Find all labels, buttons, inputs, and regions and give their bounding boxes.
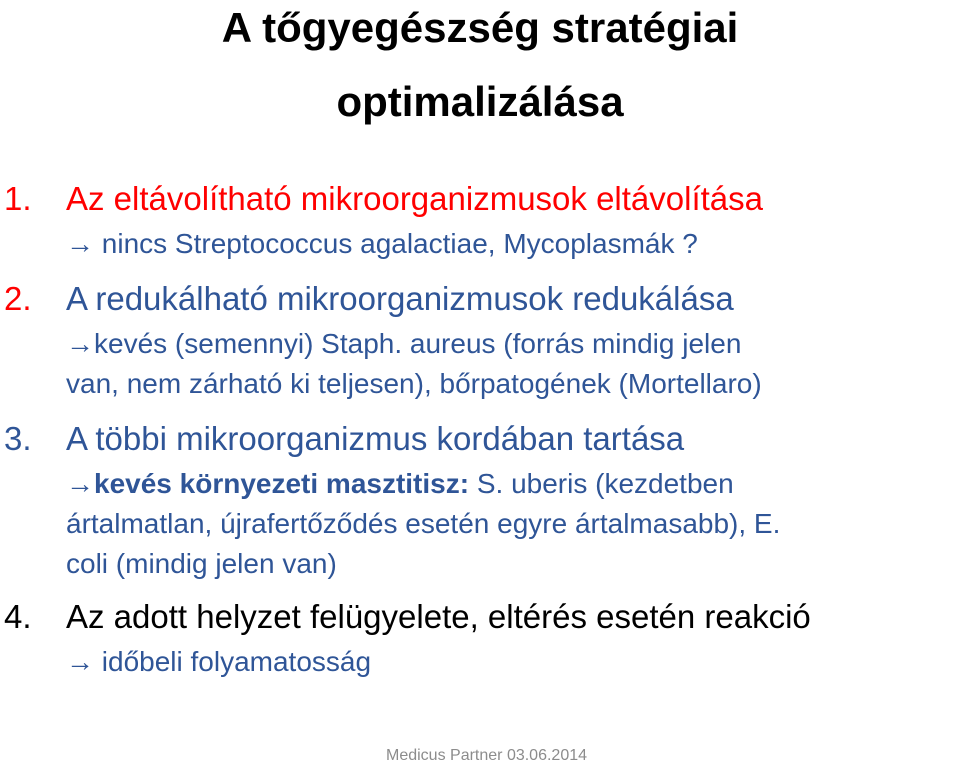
item-3-number: 3. xyxy=(4,420,32,457)
item-3-heading: A többi mikroorganizmus kordában tartása xyxy=(66,420,685,457)
item-2-detail-1: →kevés (semennyi) Staph. aureus (forrás mindig jelen xyxy=(66,328,742,359)
item-4-detail: → időbeli folyamatosság xyxy=(66,646,372,677)
item-1-detail: → nincs Streptococcus agalactiae, Mycoplasmák ? xyxy=(66,228,698,259)
item-4-number: 4. xyxy=(4,598,32,635)
item-3-detail-3: coli (mindig jelen van) xyxy=(66,548,337,579)
item-3-detail-2: ártalmatlan, újrafertőződés esetén egyre ártalmasabb), E. xyxy=(66,508,781,539)
item-2-heading: A redukálható mikroorganizmusok redukálása xyxy=(66,280,734,317)
item-2-number: 2. xyxy=(4,280,32,317)
title-line-2: optimalizálása xyxy=(336,78,624,125)
item-1-heading: Az eltávolítható mikroorganizmusok eltávolítása xyxy=(66,180,763,217)
item-3-detail-bold: →kevés környezeti masztitisz: xyxy=(66,468,470,499)
item-4-heading: Az adott helyzet felügyelete, eltérés esetén reakció xyxy=(66,598,811,635)
item-2-detail-2: van, nem zárható ki teljesen), bőrpatogének (Mortellaro) xyxy=(66,368,762,399)
item-1-number: 1. xyxy=(4,180,32,217)
item-3-detail-1 xyxy=(66,468,734,500)
title-line-1: A tőgyegészség stratégiai xyxy=(221,4,739,51)
item-3-detail-rest: S. uberis (kezdetben xyxy=(469,468,734,499)
footer-text: Medicus Partner 03.06.2014 xyxy=(386,747,588,764)
